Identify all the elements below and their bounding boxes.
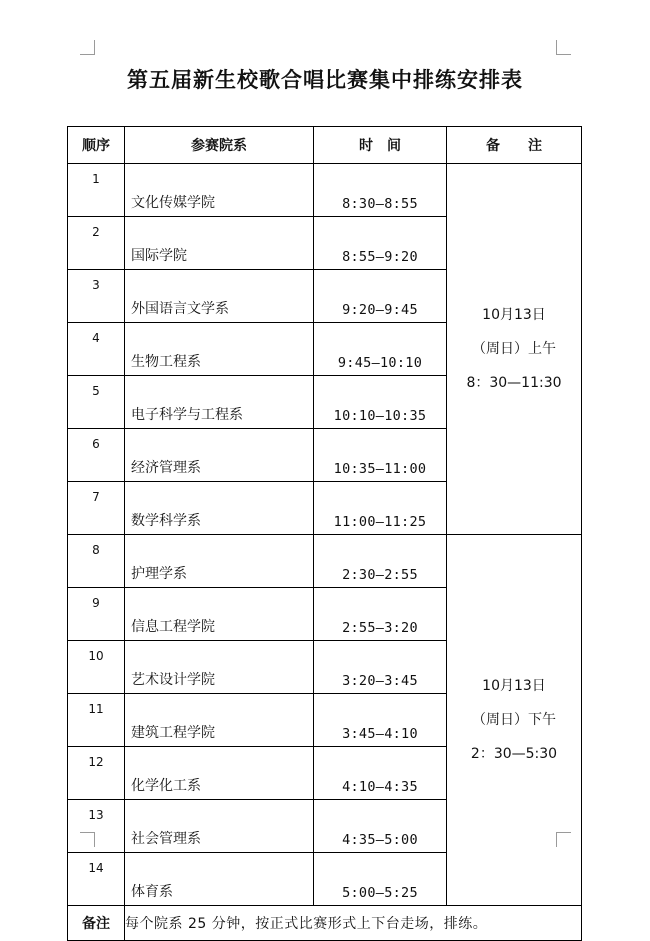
table-row [68, 535, 582, 588]
row-department: 文化传媒学院 [125, 164, 314, 217]
note-afternoon-day: （周日）下午 [472, 712, 556, 728]
row-number: 6 [68, 429, 125, 482]
table-footer-row [68, 906, 582, 941]
note-afternoon [447, 535, 582, 906]
row-department: 外国语言文学系 [125, 270, 314, 323]
schedule-table [67, 126, 582, 941]
footer-text: 每个院系 25 分钟，按正式比赛形式上下台走场，排练。 [125, 906, 582, 941]
header-note: 备 注 [447, 127, 582, 164]
row-time: 10:35—11:00 [314, 429, 447, 482]
note-afternoon-time: 2：30—5:30 [470, 746, 558, 762]
header-time: 时 间 [314, 127, 447, 164]
row-department: 体育系 [125, 853, 314, 906]
footer-label: 备注 [68, 906, 125, 941]
row-department: 信息工程学院 [125, 588, 314, 641]
corner-mark-top-left [80, 40, 95, 55]
document-title: 第五届新生校歌合唱比赛集中排练安排表 [127, 67, 523, 92]
corner-mark-top-right [556, 40, 571, 55]
row-department: 建筑工程学院 [125, 694, 314, 747]
row-number: 4 [68, 323, 125, 376]
row-time: 3:45—4:10 [314, 694, 447, 747]
row-time: 4:10—4:35 [314, 747, 447, 800]
note-morning [447, 164, 582, 535]
row-number: 7 [68, 482, 125, 535]
note-morning-date: 10月13日 [482, 307, 546, 323]
row-department: 生物工程系 [125, 323, 314, 376]
row-department: 社会管理系 [125, 800, 314, 853]
note-afternoon-date: 10月13日 [482, 678, 546, 694]
row-number: 14 [68, 853, 125, 906]
row-time: 8:30—8:55 [314, 164, 447, 217]
row-time: 2:55—3:20 [314, 588, 447, 641]
row-number: 12 [68, 747, 125, 800]
row-number: 3 [68, 270, 125, 323]
row-time: 10:10—10:35 [314, 376, 447, 429]
row-number: 5 [68, 376, 125, 429]
row-department: 护理学系 [125, 535, 314, 588]
row-department: 艺术设计学院 [125, 641, 314, 694]
row-department: 国际学院 [125, 217, 314, 270]
row-department: 经济管理系 [125, 429, 314, 482]
row-number: 2 [68, 217, 125, 270]
row-time: 5:00—5:25 [314, 853, 447, 906]
row-number: 9 [68, 588, 125, 641]
row-number: 13 [68, 800, 125, 853]
note-morning-time: 8：30—11:30 [466, 375, 562, 391]
row-time: 11:00—11:25 [314, 482, 447, 535]
row-number: 11 [68, 694, 125, 747]
note-morning-day: （周日）上午 [472, 341, 556, 357]
row-number: 8 [68, 535, 125, 588]
row-time: 2:30—2:55 [314, 535, 447, 588]
table-header-row [68, 127, 582, 164]
row-department: 数学科学系 [125, 482, 314, 535]
row-number: 1 [68, 164, 125, 217]
row-time: 4:35—5:00 [314, 800, 447, 853]
row-time: 8:55—9:20 [314, 217, 447, 270]
header-order: 顺序 [68, 127, 125, 164]
header-department: 参赛院系 [125, 127, 314, 164]
row-number: 10 [68, 641, 125, 694]
row-time: 3:20—3:45 [314, 641, 447, 694]
row-time: 9:20—9:45 [314, 270, 447, 323]
table-row [68, 164, 582, 217]
row-department: 化学化工系 [125, 747, 314, 800]
row-department: 电子科学与工程系 [125, 376, 314, 429]
row-time: 9:45—10:10 [314, 323, 447, 376]
